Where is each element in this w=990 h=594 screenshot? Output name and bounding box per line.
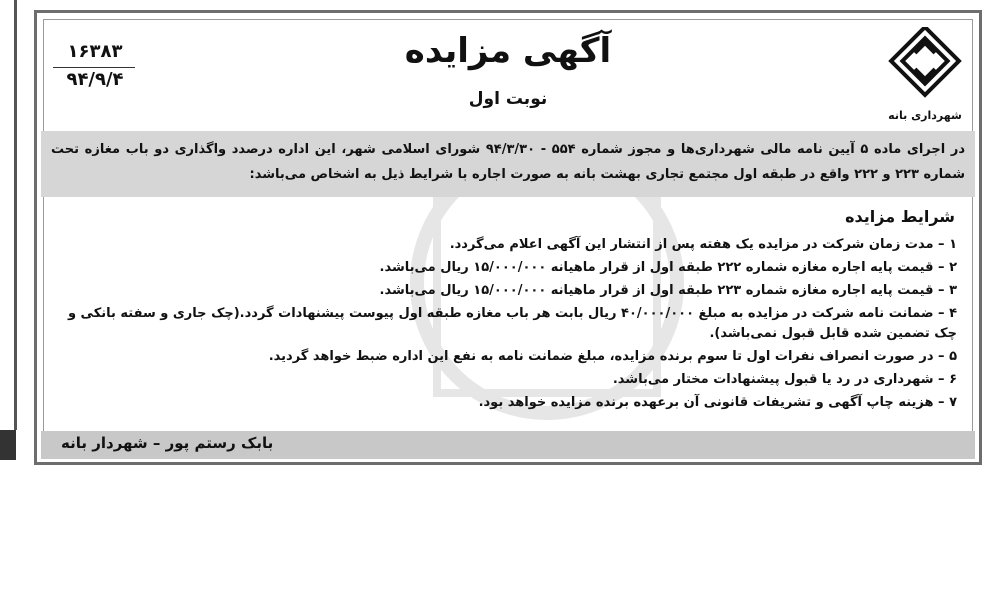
footer-band [41, 431, 975, 459]
reference-date: ۹۴/۹/۴ [66, 69, 124, 90]
condition-item: ۶ – شهرداری در رد یا قبول پیشنهادات مختار می‌باشد. [612, 372, 957, 387]
conditions-title: شرایط مزایده [845, 207, 955, 226]
reference-number: ۱۶۳۸۳ [67, 41, 123, 62]
notice-frame [34, 10, 982, 465]
condition-item: ۲ – قیمت پایه اجاره مغازه شماره ۲۲۲ طبقه اول از قرار ماهیانه ۱۵/۰۰۰/۰۰۰ ریال می‌باشد. [379, 260, 957, 275]
left-page-edge [0, 0, 17, 430]
conditions-list [53, 235, 957, 416]
notice-title: آگهی مزایده [404, 31, 612, 71]
intro-paragraph: در اجرای ماده ۵ آیین نامه مالی شهرداری‌ها و مجوز شماره ۵۵۴ - ۹۴/۳/۳۰ شورای اسلامی شهر، این اداره درصدد واگذاری دو باب مغازه تحت شماره ۲۲۳ و ۲۲۲ واقع در طبقه اول مجتمع تجاری بهشت بانه به صورت اجاره با شرایط ذیل به اشخاص می‌باشد: [41, 131, 975, 197]
condition-item: ۷ – هزینه چاپ آگهی و تشریفات قانونی آن برعهده برنده مزایده خواهد بود. [478, 395, 957, 410]
condition-item: ۱ – مدت زمان شرکت در مزایده یک هفته پس از انتشار این آگهی اعلام می‌گردد. [449, 237, 957, 252]
logo-caption: شهرداری بانه [888, 109, 962, 122]
signature: بابک رستم پور – شهردار بانه [61, 434, 274, 452]
reference-divider [53, 67, 135, 68]
condition-item: ۴ – ضمانت نامه شرکت در مزایده به مبلغ ۴۰/۰۰۰/۰۰۰ ریال بابت هر باب مغازه طبقه اول پیوست پیشنهادات گردد.(چک جاری و سفته بانکی و چک تضمین شده قابل قبول نمی‌باشد). [67, 306, 957, 341]
left-edge-mark [0, 430, 16, 460]
condition-item: ۳ – قیمت پایه اجاره مغازه شماره ۲۲۳ طبقه اول از قرار ماهیانه ۱۵/۰۰۰/۰۰۰ ریال می‌باشد. [379, 283, 957, 298]
notice-subtitle: نوبت اول [468, 89, 548, 109]
condition-item: ۵ – در صورت انصراف نفرات اول تا سوم برنده مزایده، مبلغ ضمانت نامه به نفع این اداره ضبط خواهد گردید. [268, 349, 957, 364]
